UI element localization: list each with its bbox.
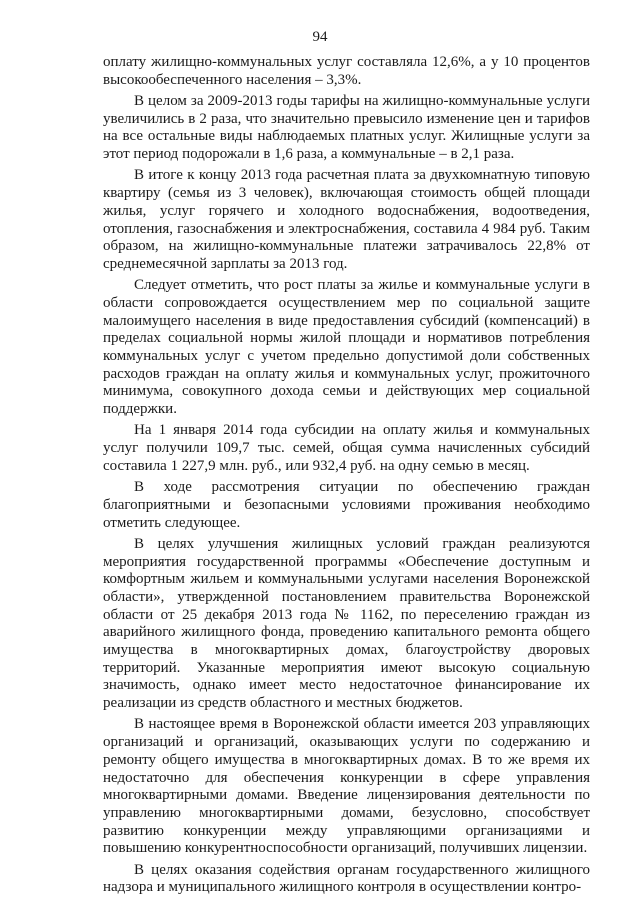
page-number: 94 bbox=[312, 29, 328, 45]
paragraph-tariff-growth: В целом за 2009-2013 годы тарифы на жилищно-коммунальные услуги увеличились в 2 раза, что значительно превысило изменение цен и тарифов на все остальные виды наблюдаемых платных услуг. Жилищные услуги за этот период подорожали в 1,6 раза, а коммунальные – в 2,1 раза. bbox=[103, 93, 590, 163]
body-text bbox=[103, 54, 590, 897]
paragraph-housing-supervision: В целях оказания содействия органам государственного жилищного надзора и муниципального жилищного контроля в осуществлении контро- bbox=[103, 861, 590, 896]
paragraph-continuation: оплату жилищно-коммунальных услуг составляла 12,6%, а у 10 процентов высокообеспеченного населения – 3,3%. bbox=[103, 54, 590, 88]
paragraph-management-companies: В настоящее время в Воронежской области имеется 203 управляющих организаций и организаций, оказывающих услуги по содержанию и ремонту общего имущества в многоквартирных домах. В то же время их недостаточно для обеспечения конкуренции в сфере управления многоквартирными домами. Введение лицензирования деятельности по управлению многоквартирными домами, безусловно, способствует развитию конкуренции между управляющими организациями и повышению конкурентноспособности организаций, получивших лицензии. bbox=[103, 716, 590, 857]
paragraph-living-conditions: В ходе рассмотрения ситуации по обеспечению граждан благоприятными и безопасными условиями проживания необходимо отметить следующее. bbox=[103, 479, 590, 531]
paragraph-state-program: В целях улучшения жилищных условий граждан реализуются мероприятия государственной программы «Обеспечение доступным и комфортным жильем и коммунальными услугами населения Воронежской области», утвержденной постановлением правительства Воронежской области от 25 декабря 2013 года № 1162, по переселению граждан из аварийного жилищного фонда, проведению капитального ремонта общего имущества в многоквартирных домах, благоустройству дворовых территорий. Указанные мероприятия имеют высокую социальную значимость, однако имеет место недостаточное финансирование их реализации из средств областного и местных бюджетов. bbox=[103, 535, 590, 712]
paragraph-apartment-cost: В итоге к концу 2013 года расчетная плата за двухкомнатную типовую квартиру (семья из 3 человек), включающая стоимость общей площади жилья, услуг горячего и холодного водоснабжения, водоотведения, отопления, газоснабжения и электроснабжения, составила 4 984 руб. Таким образом, на жилищно-коммунальные платежи затрачивалось 22,8% от среднемесячной зарплаты за 2013 год. bbox=[103, 167, 590, 272]
paragraph-subsidies-2014: На 1 января 2014 года субсидии на оплату жилья и коммунальных услуг получили 109,7 тыс. семей, общая сумма начисленных субсидий составила 1 227,9 млн. руб., или 932,4 руб. на одну семью в месяц. bbox=[103, 422, 590, 474]
paragraph-social-protection: Следует отметить, что рост платы за жилье и коммунальные услуги в области сопровождается осуществлением мер по социальной защите малоимущего населения в виде предоставления субсидий (компенсаций) в пределах социальной нормы жилой площади и нормативов потребления коммунальных услуг с учетом предельно допустимой доли собственных расходов граждан на оплату жилья и коммунальных услуг, прожиточного минимума, совокупного дохода семьи и действующих мер социальной поддержки. bbox=[103, 277, 590, 418]
